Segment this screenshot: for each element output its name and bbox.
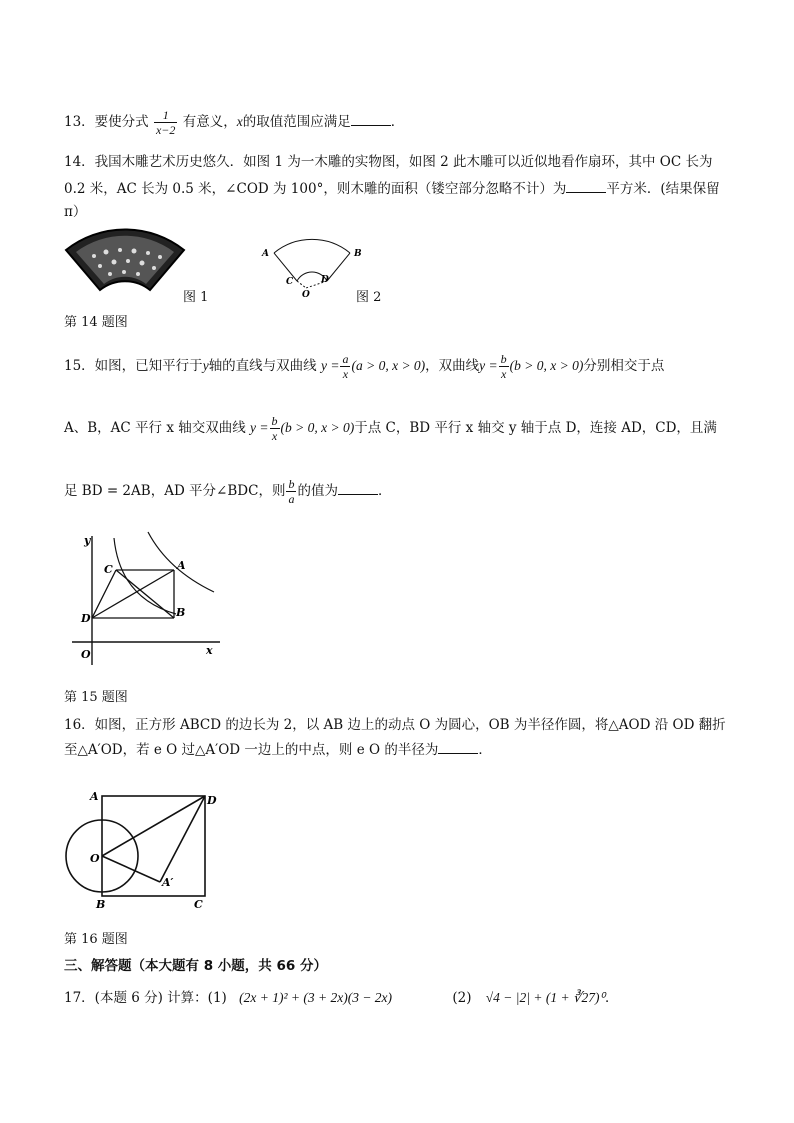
q13-fraction xyxy=(154,108,177,137)
q15-pt-B: B xyxy=(176,606,186,619)
q15-l1b: 轴的直线与双曲线 xyxy=(208,358,317,374)
q15-pt-O: O xyxy=(81,648,91,661)
q16-end: ． xyxy=(478,742,492,758)
q14-pt-B: B xyxy=(354,249,362,259)
q14-pt-A: A xyxy=(262,249,269,259)
q14-line2 xyxy=(64,178,720,199)
q14-fig2-caption: 图 2 xyxy=(356,290,382,305)
q15-hyp2-den: x xyxy=(500,367,507,381)
q16-pt-C: C xyxy=(194,898,203,911)
q15-l2b: 于点 C，BD 平行 x 轴交 y 轴于点 D，连接 AD，CD，且满 xyxy=(354,420,717,436)
q15-hyp3-frac xyxy=(270,414,280,443)
q16-fig-label: 第 16 题图 xyxy=(64,932,128,947)
q15-line1 xyxy=(64,352,664,381)
q15-hyp3-lhs: y = xyxy=(250,420,269,435)
q15-hyp1-cond: (a > 0, x > 0) xyxy=(351,358,426,373)
q15-l2a: A、B，AC 平行 x 轴交双曲线 xyxy=(64,420,246,436)
q15-ratio-den: a xyxy=(288,492,295,506)
q16-l2a: 至△A′OD，若 e O 过△A′OD 一边上的中点，则 e O 的半径为 xyxy=(64,742,439,758)
q16-pt-A-prime: A′ xyxy=(162,876,174,889)
q15-hyp2-num: b xyxy=(500,352,507,366)
q14-pt-C: C xyxy=(286,277,294,287)
q14-figure1-carving xyxy=(64,228,186,300)
q16-pt-O: O xyxy=(90,852,100,865)
q17-end: ． xyxy=(604,990,619,1006)
q15-hyp2-cond: (b > 0, x > 0) xyxy=(509,358,584,373)
q15-hyp2-lhs: y = xyxy=(479,358,498,373)
q15-hyp3-den: x xyxy=(271,429,278,443)
q13-tail: 有意义， xyxy=(182,114,237,130)
q15-pt-D: D xyxy=(81,612,91,625)
q15-ratio xyxy=(286,477,296,506)
q15-pt-C: C xyxy=(104,563,113,576)
q14-fig1-caption: 图 1 xyxy=(183,290,209,305)
q15-l3a: 足 BD = 2AB，AD 平分∠BDC，则 xyxy=(64,483,286,499)
q15-hyp1-lhs: y = xyxy=(320,358,340,373)
q15-line3 xyxy=(64,477,391,506)
q16-figure xyxy=(64,784,224,912)
q15-l1d: 分别相交于点 xyxy=(583,358,665,374)
q15-hyp2-frac xyxy=(499,352,509,381)
q16-pt-B: B xyxy=(96,898,106,911)
q13-line xyxy=(64,108,404,137)
q13-answer-blank[interactable] xyxy=(351,111,391,126)
q15-answer-blank[interactable] xyxy=(338,480,378,495)
q15-hyp3-num: b xyxy=(271,414,278,428)
q16-line2 xyxy=(64,739,492,760)
q13-end: ． xyxy=(390,114,405,130)
q16-line1: 16．如图，正方形 ABCD 的边长为 2，以 AB 边上的动点 O 为圆心，OB 为半径作圆，将△AOD 沿 OD 翻折 xyxy=(64,717,726,733)
q14-line3: π） xyxy=(64,204,87,220)
q14-line2-end: 平方米．(结果保留 xyxy=(606,181,720,197)
q15-line2 xyxy=(64,414,717,443)
q14-line1: 14．我国木雕艺术历史悠久．如图 1 为一木雕的实物图，如图 2 此木雕可以近似地看作扇环，其中 OC 长为 xyxy=(64,154,713,170)
q14-figure2-diagram xyxy=(258,218,368,298)
q14-pt-O: O xyxy=(302,290,310,300)
q15-figure xyxy=(64,530,224,670)
q15-end: ． xyxy=(377,483,392,499)
q13-frac-num: 1 xyxy=(154,108,177,123)
q15-l1c: ，双曲线 xyxy=(425,358,480,374)
q15-l1a: 15．如图，已知平行于 xyxy=(64,358,203,374)
q16-pt-D: D xyxy=(207,794,217,807)
q14-line2-text: 0.2 米，AC 长为 0.5 米，∠COD 为 100°，则木雕的面积（镂空部分忽略不计）为 xyxy=(64,181,567,197)
q15-pt-A: A xyxy=(177,559,186,572)
q13-var: x xyxy=(236,114,243,129)
q17-head: 17．(本题 6 分) 计算：(1) xyxy=(64,990,227,1006)
q16-pt-A: A xyxy=(90,790,99,803)
q13-text: 13．要使分式 xyxy=(64,114,149,130)
q14-pt-D: D xyxy=(321,275,329,285)
section3-title: 三、解答题（本大题有 8 小题，共 66 分） xyxy=(64,958,327,974)
q13-frac-den: x−2 xyxy=(155,123,176,137)
q17-expr1: (2x + 1)² + (3 + 2x)(3 − 2x) xyxy=(239,990,393,1005)
q15-hyp1-num: a xyxy=(342,352,349,366)
q17-part2: (2) xyxy=(452,990,472,1006)
q15-ratio-num: b xyxy=(288,477,295,491)
q15-hyp1-frac xyxy=(340,352,350,381)
q16-answer-blank[interactable] xyxy=(438,739,478,754)
q17-line xyxy=(64,988,618,1008)
q15-hyp1-den: x xyxy=(342,367,349,381)
q17-expr2: √4 − |2| + (1 + ∛27)⁰ xyxy=(485,990,605,1005)
q15-l3b: 的值为 xyxy=(297,483,338,499)
q15-axis-y: y xyxy=(84,534,91,547)
q13-tail2: 的取值范围应满足 xyxy=(242,114,351,130)
q15-hyp3-cond: (b > 0, x > 0) xyxy=(280,420,355,435)
q15-l1y: y xyxy=(202,358,209,373)
q15-axis-x: x xyxy=(206,644,213,657)
q14-answer-blank[interactable] xyxy=(566,178,606,193)
q14-fig-label: 第 14 题图 xyxy=(64,315,128,330)
q15-fig-label: 第 15 题图 xyxy=(64,690,128,705)
